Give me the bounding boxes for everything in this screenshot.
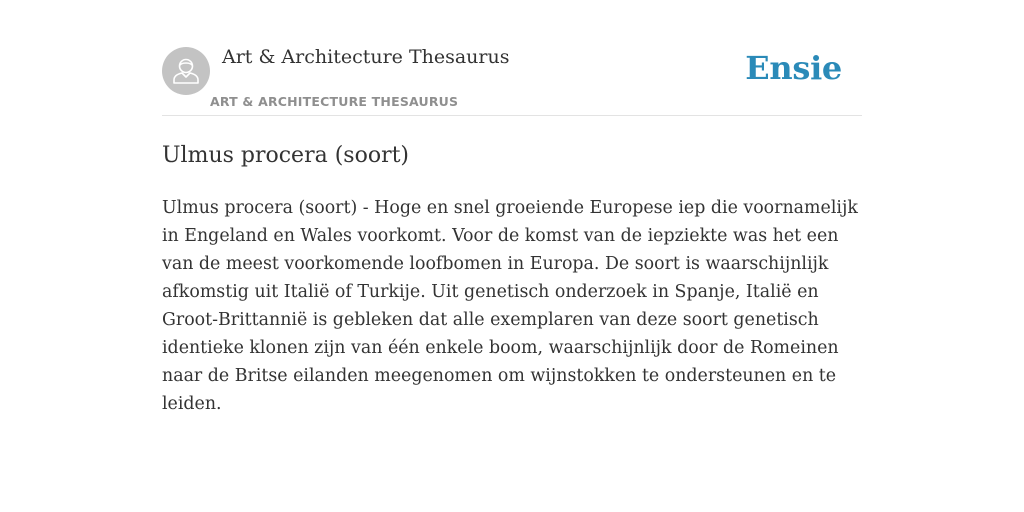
user-icon	[162, 47, 210, 95]
article-title: Ulmus procera (soort)	[162, 143, 410, 168]
author-name[interactable]: Art & Architecture Thesaurus	[222, 46, 510, 68]
entry-card	[162, 40, 862, 418]
author-avatar[interactable]	[162, 47, 210, 95]
entry-header	[162, 40, 862, 116]
brand-logo[interactable]: Ensie	[745, 49, 842, 87]
category-label[interactable]: ART & ARCHITECTURE THESAURUS	[210, 94, 459, 109]
article-body: Ulmus procera (soort) - Hoge en snel groeiende Europese iep die voornamelijk in Engeland en Wales voorkomt. Voor de komst van de iepziekte was het een van de meest voorkomende loofbomen in Europa. De soort is waarschijnlijk afkomstig uit Italië of Turkije. Uit genetisch onderzoek in Spanje, Italië en Groot-Brittannië is gebleken dat alle exemplaren van deze soort genetisch identieke klonen zijn van één enkele boom, waarschijnlijk door de Romeinen naar de Britse eilanden meegenomen om wijnstokken te ondersteunen en te leiden.	[162, 198, 858, 414]
